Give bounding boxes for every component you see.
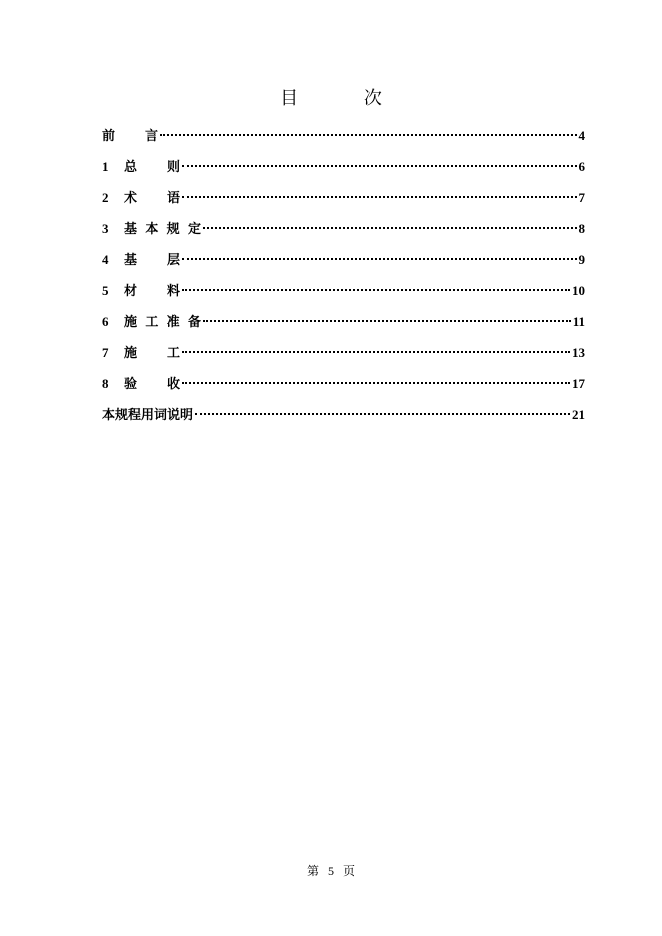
footer-prefix: 第 — [306, 864, 319, 878]
footer-page-number: 5 — [328, 864, 334, 878]
toc-leader-dots — [182, 258, 577, 260]
toc-label-char: 准 — [166, 315, 180, 330]
toc-entry-acceptance[interactable] — [102, 374, 585, 405]
toc-entry-terms[interactable] — [102, 188, 585, 219]
toc-entry-number: 1 — [102, 159, 109, 174]
toc-entry-label — [124, 251, 180, 271]
toc-entry-label — [102, 127, 158, 147]
toc-entry-number: 3 — [102, 221, 109, 236]
toc-entry-base-layer[interactable] — [102, 250, 585, 281]
toc-label-char: 材 — [124, 284, 138, 299]
toc-entry-number: 4 — [102, 252, 109, 267]
toc-label-char: 料 — [166, 284, 180, 299]
toc-leader-dots — [182, 351, 570, 353]
toc-entry-label — [124, 313, 201, 333]
toc-label-char: 验 — [124, 377, 138, 392]
toc-label-char: 基 — [124, 253, 138, 268]
toc-entry-label — [124, 189, 180, 209]
toc-label-char: 施 — [124, 346, 138, 361]
footer-suffix: 页 — [343, 864, 356, 878]
toc-entry-number: 7 — [102, 345, 109, 360]
toc-entry-construction-preparation[interactable] — [102, 312, 585, 343]
toc-label-char: 定 — [187, 222, 201, 237]
toc-entry-number: 8 — [102, 376, 109, 391]
toc-entry-label — [124, 375, 180, 395]
toc-leader-dots — [203, 227, 577, 229]
toc-entry-construction[interactable] — [102, 343, 585, 374]
toc-entry-label: 本规程用词说明 — [102, 408, 194, 423]
toc-label-char: 语 — [166, 191, 180, 206]
toc-leader-dots — [160, 134, 577, 136]
toc-leader-dots — [182, 382, 570, 384]
toc-entry-number: 2 — [102, 190, 109, 205]
toc-entry-materials[interactable] — [102, 281, 585, 312]
toc-leader-dots — [203, 320, 571, 322]
toc-label-char: 总 — [124, 160, 138, 175]
page-footer — [0, 862, 662, 879]
toc-page-number: 4 — [578, 128, 585, 143]
toc-label-char: 收 — [166, 377, 180, 392]
toc-label-char: 则 — [166, 160, 180, 175]
toc-entry-basic-requirements[interactable] — [102, 219, 585, 250]
toc-label-char: 言 — [144, 129, 158, 144]
toc-label-char: 备 — [187, 315, 201, 330]
toc-label-char: 基 — [124, 222, 138, 237]
toc-entry-label — [124, 220, 201, 240]
toc-label-char: 规 — [166, 222, 180, 237]
toc-leader-dots — [195, 413, 570, 415]
toc-page-number: 13 — [572, 345, 585, 360]
toc-entry-preface[interactable] — [102, 126, 585, 157]
toc-leader-dots — [182, 289, 570, 291]
toc-entry-general[interactable] — [102, 157, 585, 188]
toc-page-number: 17 — [572, 376, 585, 391]
toc-page-number: 8 — [578, 221, 585, 236]
toc-entry-label — [124, 282, 180, 302]
toc-leader-dots — [182, 165, 577, 167]
toc-label-char: 层 — [166, 253, 180, 268]
toc-page-number: 9 — [578, 252, 585, 267]
toc-entry-label — [124, 344, 180, 364]
toc-label-char: 施 — [124, 315, 138, 330]
toc-label-char: 前 — [102, 129, 116, 144]
toc-label-char: 术 — [124, 191, 138, 206]
toc-entry-wording-explanation[interactable] — [102, 405, 585, 436]
toc-leader-dots — [182, 196, 577, 198]
toc-entry-number: 6 — [102, 314, 109, 329]
toc-label-char: 本 — [145, 222, 159, 237]
toc-page-number: 7 — [578, 190, 585, 205]
toc-entry-number: 5 — [102, 283, 109, 298]
toc-page-number: 11 — [572, 314, 585, 329]
toc-entry-label — [124, 158, 180, 178]
toc-page-number: 21 — [572, 407, 585, 422]
table-of-contents — [102, 126, 585, 436]
page-title: 目 次 — [280, 88, 412, 109]
toc-page-number: 6 — [578, 159, 585, 174]
toc-page-number: 10 — [572, 283, 585, 298]
toc-label-char: 工 — [145, 315, 159, 330]
toc-label-char: 工 — [166, 346, 180, 361]
